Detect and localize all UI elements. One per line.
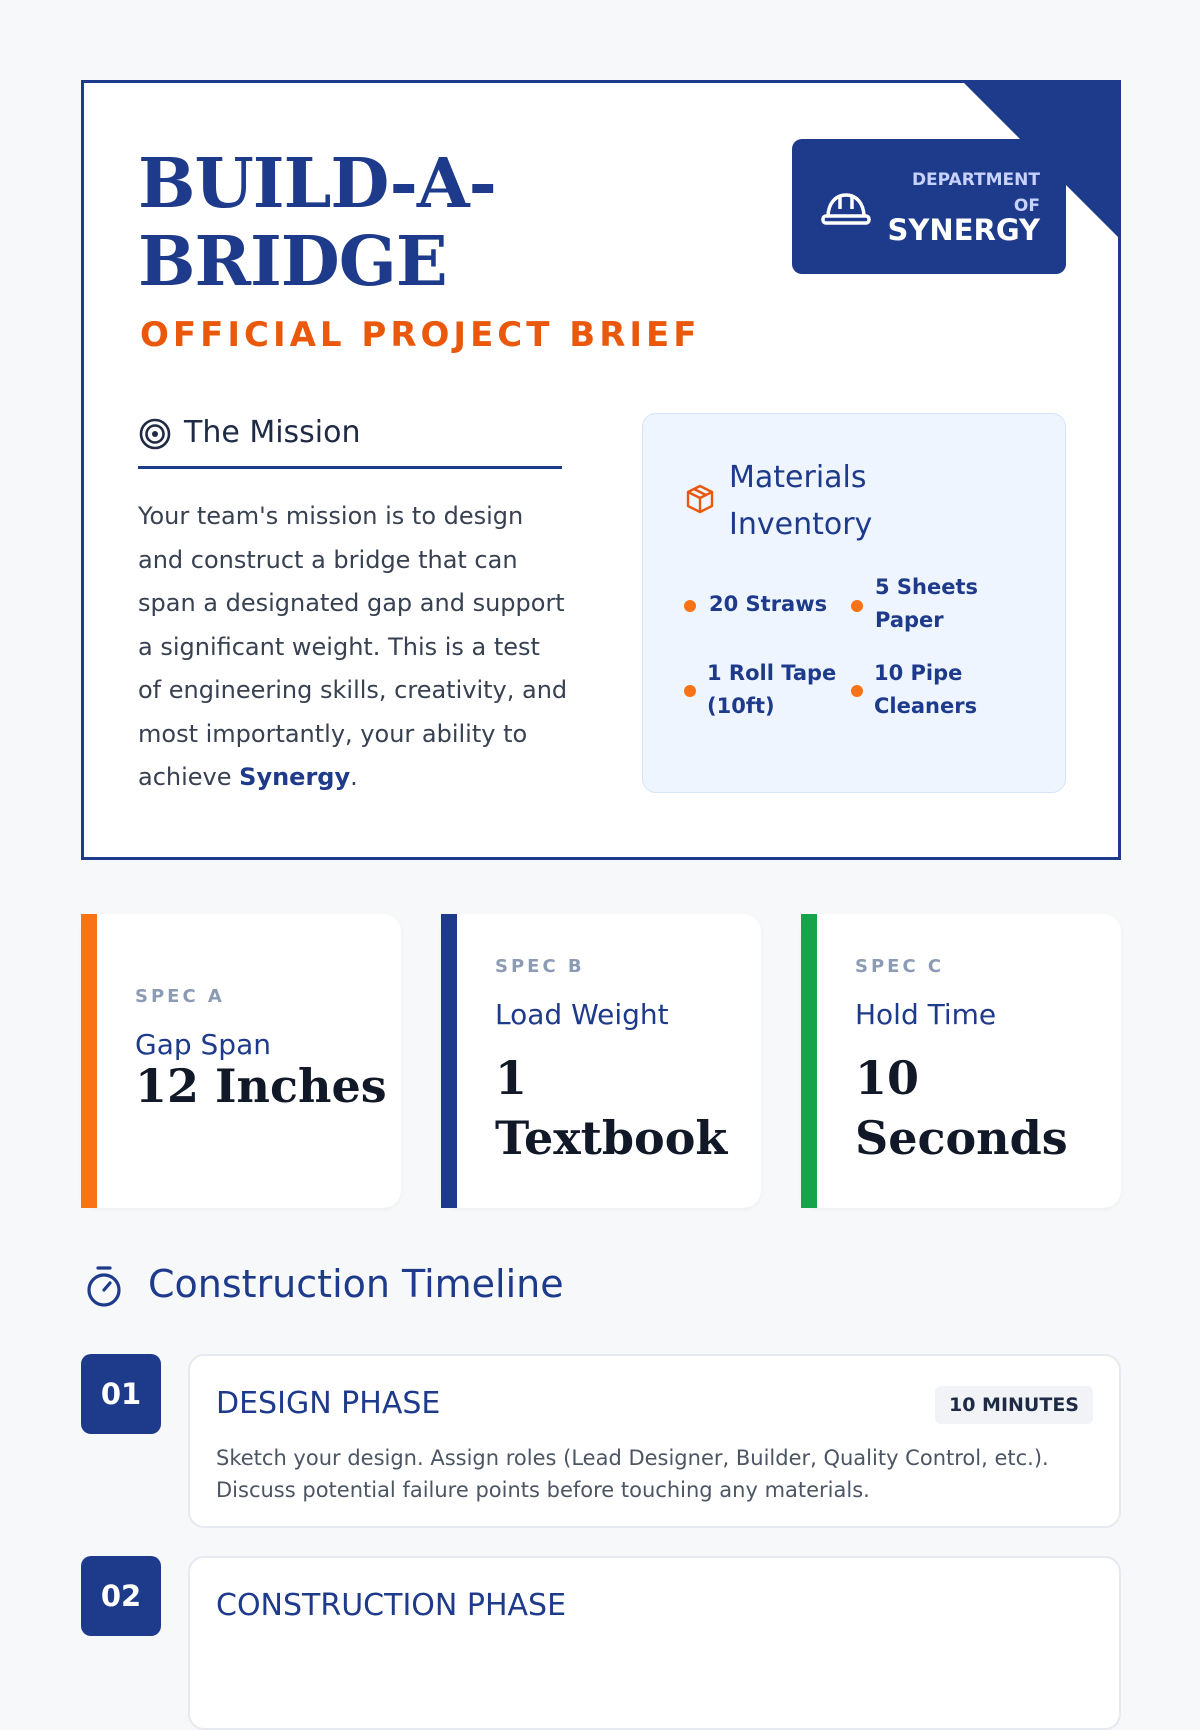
page-title xyxy=(138,145,496,301)
mission-title: The Mission xyxy=(184,415,361,450)
spec-name: Hold Time xyxy=(855,998,997,1031)
timeline-step-card xyxy=(188,1354,1121,1528)
spec-label: SPEC C xyxy=(855,956,945,977)
timeline-title: Construction Timeline xyxy=(148,1262,564,1306)
spec-accent-bar xyxy=(801,914,817,1208)
hard-hat-icon xyxy=(820,187,872,227)
project-brief-card xyxy=(81,80,1121,860)
spec-accent-bar xyxy=(81,914,97,1208)
synergy-highlight: Synergy xyxy=(239,763,351,791)
mission-text: Your team's mission is to design and construct a bridge that can span a designated gap and support a significant weight. This is a test of engineering skills, creativity, and most importantly, your ability to achieve Synergy. xyxy=(138,502,568,791)
bullet-dot xyxy=(851,685,863,697)
title-line-1: BUILD-A- xyxy=(138,144,496,224)
spec-accent-bar xyxy=(441,914,457,1208)
target-icon xyxy=(138,417,172,451)
spec-card-a xyxy=(81,914,401,1208)
mission-heading xyxy=(138,413,562,469)
spec-card-b xyxy=(441,914,761,1208)
materials-inventory-panel xyxy=(642,413,1066,793)
spec-name: Gap Span xyxy=(135,1028,271,1061)
material-item: 5 Sheets Paper xyxy=(875,575,979,632)
spec-value: 12 Inches xyxy=(135,1059,387,1113)
spec-label: SPEC B xyxy=(495,956,585,977)
bullet-dot xyxy=(684,685,696,697)
title-line-2: BRIDGE xyxy=(138,222,447,302)
bullet-dot xyxy=(851,600,863,612)
box-icon xyxy=(683,482,717,516)
step-title: CONSTRUCTION PHASE xyxy=(216,1588,567,1623)
spec-name: Load Weight xyxy=(495,998,669,1031)
materials-title: Materials Inventory xyxy=(729,460,873,542)
page-subtitle: OFFICIAL PROJECT BRIEF xyxy=(140,315,701,355)
step-number: 02 xyxy=(81,1556,161,1636)
step-number: 01 xyxy=(81,1354,161,1434)
step-title: DESIGN PHASE xyxy=(216,1386,441,1421)
duration-badge: 10 MINUTES xyxy=(935,1386,1093,1424)
material-item: 10 Pipe Cleaners xyxy=(874,661,978,718)
step-description: Sketch your design. Assign roles (Lead Designer, Builder, Quality Control, etc.). Discuss potential failure points before touching any materials. xyxy=(216,1446,1049,1502)
timeline-step-card xyxy=(188,1556,1121,1730)
stopwatch-icon xyxy=(84,1264,124,1308)
spec-label: SPEC A xyxy=(135,986,225,1007)
spec-value: 10 Seconds xyxy=(855,1051,1068,1165)
bullet-dot xyxy=(684,600,696,612)
spec-value: 1 Textbook xyxy=(495,1051,728,1165)
spec-card-c xyxy=(801,914,1121,1208)
department-label: DEPARTMENT OF xyxy=(911,170,1040,216)
department-name: SYNERGY xyxy=(887,213,1040,247)
material-item: 1 Roll Tape (10ft) xyxy=(707,661,837,718)
material-item: 20 Straws xyxy=(709,592,828,616)
department-badge xyxy=(792,139,1066,274)
